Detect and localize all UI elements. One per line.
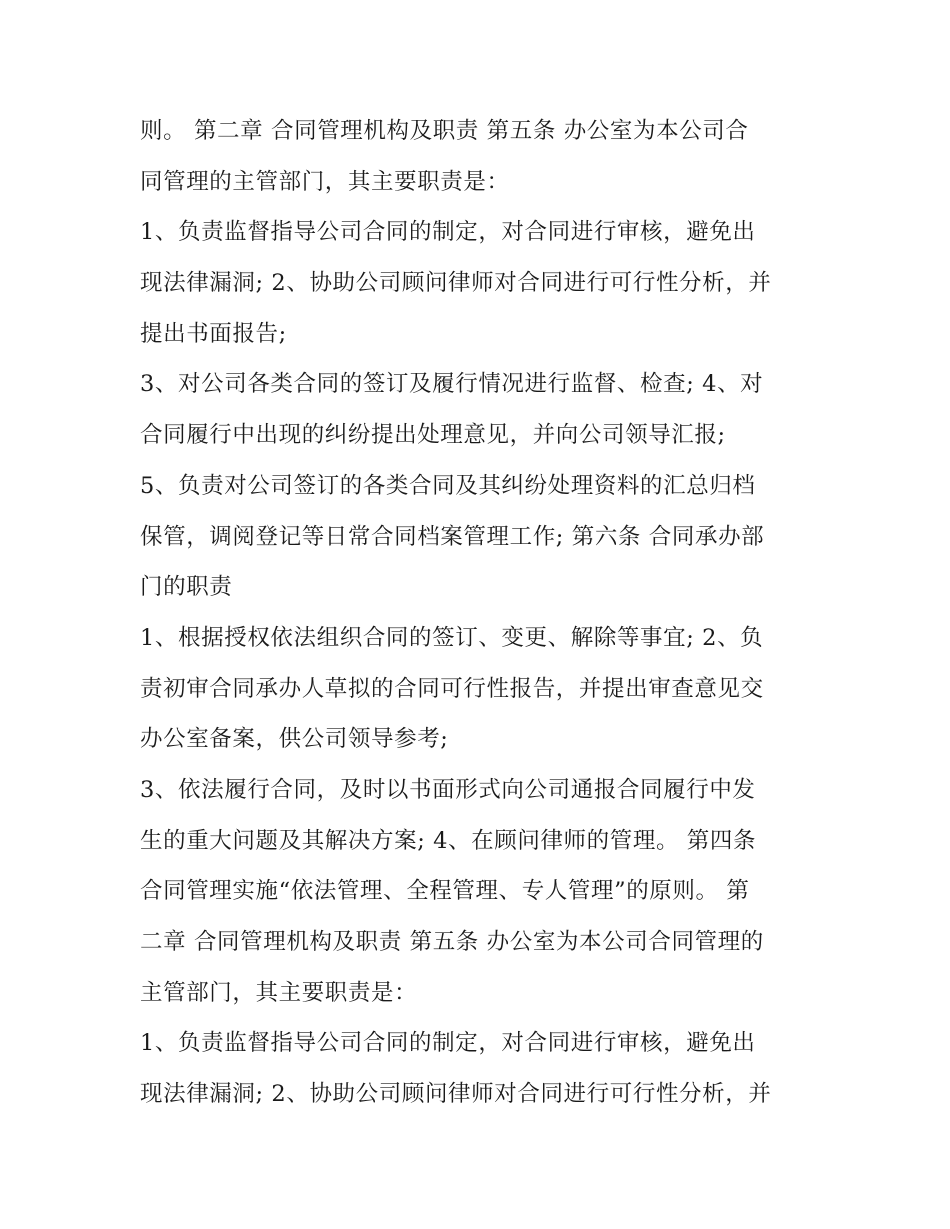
text-line: 5、负责对公司签订的各类合同及其纠纷处理资料的汇总归档 xyxy=(140,472,756,499)
text-line: 责初审合同承办人草拟的合同可行性报告，并提出审查意见交 xyxy=(140,675,764,702)
text-line: 现法律漏洞; 2、协助公司顾问律师对合同进行可行性分析，并 xyxy=(140,1081,772,1108)
text-line: 提出书面报告; xyxy=(140,320,287,347)
text-line: 3、对公司各类合同的签订及履行情况进行监督、检查; 4、对 xyxy=(140,371,764,398)
text-line: 保管，调阅登记等日常合同档案管理工作; 第六条 合同承办部 xyxy=(140,523,765,550)
text-line: 合同履行中出现的纠纷提出处理意见，并向公司领导汇报; xyxy=(140,422,726,449)
text-line: 1、负责监督指导公司合同的制定，对合同进行审核，避免出 xyxy=(140,219,756,246)
text-line: 合同管理实施“依法管理、全程管理、专人管理”的原则。 第 xyxy=(140,878,750,905)
text-line: 3、依法履行合同，及时以书面形式向公司通报合同履行中发 xyxy=(140,776,756,803)
document-body xyxy=(140,106,815,1120)
text-line: 1、根据授权依法组织合同的签订、变更、解除等事宜; 2、负 xyxy=(140,624,764,651)
text-line: 现法律漏洞; 2、协助公司顾问律师对合同进行可行性分析，并 xyxy=(140,270,772,297)
text-line: 二章 合同管理机构及职责 第五条 办公室为本公司合同管理的 xyxy=(140,929,764,955)
text-line: 主管部门，其主要职责是： xyxy=(140,979,418,1006)
text-line: 1、负责监督指导公司合同的制定，对合同进行审核，避免出 xyxy=(140,1030,756,1057)
text-line: 生的重大问题及其解决方案; 4、在顾问律师的管理。 第四条 xyxy=(140,827,757,854)
text-line: 办公室备案，供公司领导参考; xyxy=(140,726,449,753)
text-line: 同管理的主管部门，其主要职责是： xyxy=(140,168,510,195)
text-line: 门的职责 xyxy=(140,574,233,601)
text-line: 则。 第二章 合同管理机构及职责 第五条 办公室为本公司合 xyxy=(140,118,749,144)
